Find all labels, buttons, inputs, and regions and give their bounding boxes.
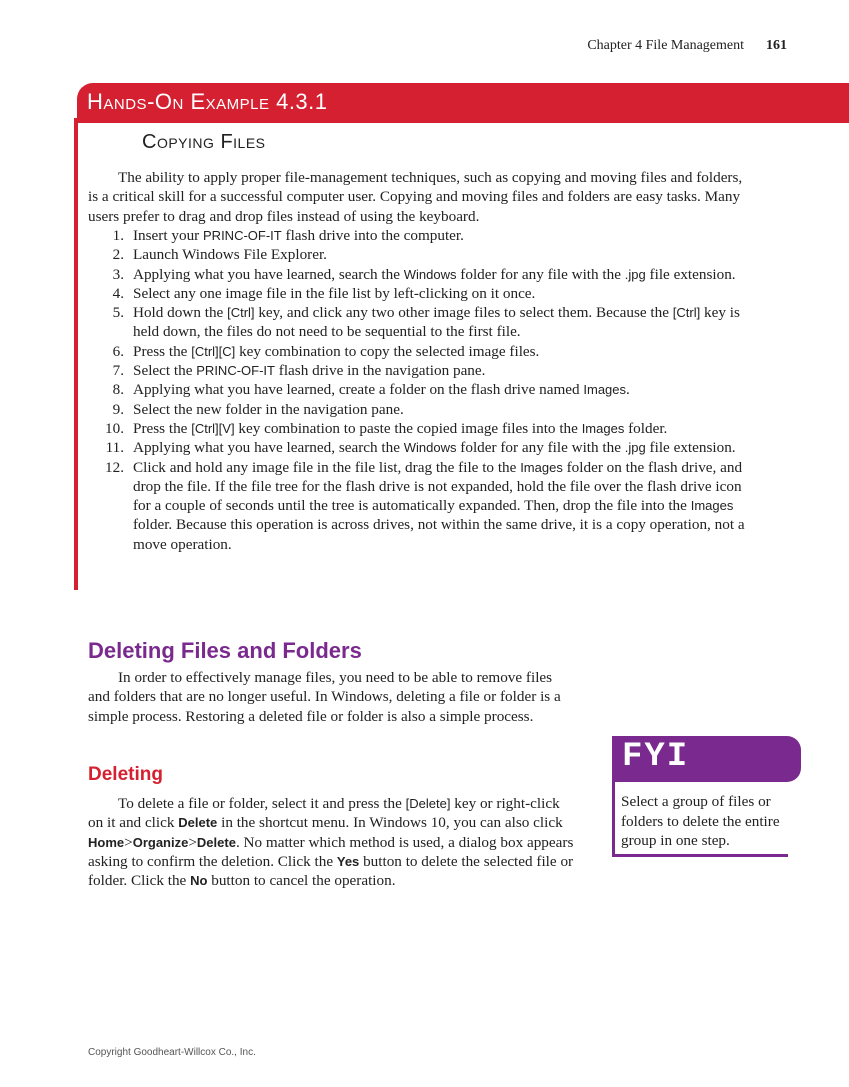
text-run: Click and hold any image file in the file list, drag the file to the	[133, 458, 521, 476]
text-run: Launch Windows File Explorer.	[133, 246, 327, 264]
text-run: Press the	[133, 419, 192, 437]
step-number: 9.	[112, 400, 124, 418]
step-item	[88, 380, 758, 399]
keyword: .jpg	[624, 266, 646, 282]
keyword: Yes	[336, 853, 360, 869]
text-run: file extension.	[645, 265, 736, 283]
step-item	[88, 458, 758, 554]
example-subtitle: Copying Files	[142, 131, 266, 153]
fyi-bottom-rule	[612, 854, 788, 857]
step-item	[88, 303, 758, 342]
keyword: Windows	[403, 440, 457, 456]
keyword: PRINC-OF-IT	[196, 363, 275, 379]
text-run: in the shortcut menu. In Windows 10, you can also click	[217, 814, 563, 832]
keyword: Images	[520, 459, 563, 475]
fyi-label: FYI	[622, 738, 690, 776]
keyword: No	[190, 873, 208, 889]
text-run: Applying what you have learned, search the	[133, 439, 404, 457]
keyword: Images	[583, 382, 627, 398]
text-run: >	[188, 833, 197, 851]
text-run: . No matter which method is used, a dialog box appears asking to confirm the deletion. Click the	[88, 833, 574, 870]
text-run: button to delete the selected file or folder. Click the	[88, 852, 574, 890]
section-paragraph: In order to effectively manage files, you need to be able to remove files and folders that are no longer useful. In Windows, deleting a file or folder is a simple process. Restoring a deleted file or folder is also a simple process.	[88, 669, 561, 725]
text-run: key combination to paste the copied image files into the	[234, 419, 582, 437]
text-run: folder.	[624, 419, 668, 437]
keyword: Organize	[132, 834, 189, 850]
step-number: 6.	[112, 342, 124, 360]
keyword: [Ctrl]	[227, 305, 255, 321]
text-run: Applying what you have learned, search the	[133, 265, 404, 283]
page-number: 161	[766, 38, 787, 53]
keyword: [Delete]	[405, 796, 451, 811]
chapter-title: Chapter 4 File Management	[587, 38, 744, 53]
fyi-box-header	[612, 736, 801, 782]
text-run: folder for any file with the	[456, 265, 625, 283]
keyword: Home	[88, 834, 125, 850]
step-number: 12.	[105, 458, 124, 476]
text-run: Press the	[133, 342, 192, 360]
keyword: .jpg	[624, 440, 646, 456]
steps-list	[88, 226, 758, 554]
subsection-heading: Deleting	[88, 764, 163, 785]
keyword: [Ctrl][C]	[191, 343, 236, 359]
text-run: Select any one image file in the file list by left-clicking on it once.	[133, 284, 536, 302]
step-item	[88, 245, 758, 264]
text-run: folder for any file with the	[456, 439, 625, 457]
running-head	[587, 38, 787, 54]
text-run: file extension.	[645, 439, 736, 457]
fyi-left-rule	[612, 780, 615, 856]
step-number: 5.	[112, 304, 124, 322]
step-item	[88, 342, 758, 361]
text-run: key combination to copy the selected image files.	[235, 342, 540, 360]
step-number: 4.	[112, 284, 124, 302]
text-run: .	[626, 381, 630, 399]
keyword: Images	[581, 420, 625, 436]
deleting-paragraph	[88, 794, 578, 890]
step-number: 2.	[112, 246, 124, 264]
step-number: 3.	[112, 265, 124, 283]
keyword: Windows	[403, 266, 457, 282]
keyword: [Ctrl]	[672, 305, 701, 321]
text-run: Select the	[133, 362, 197, 380]
step-item	[88, 284, 758, 303]
text-run: button to cancel the operation.	[207, 872, 396, 890]
step-item	[88, 265, 758, 284]
step-number: 7.	[112, 362, 124, 380]
step-item	[88, 226, 758, 245]
keyword: Delete	[178, 815, 218, 831]
text-run: flash drive in the navigation pane.	[274, 362, 486, 380]
step-item	[88, 361, 758, 380]
example-intro: The ability to apply proper file-management techniques, such as copying and moving files and folders, is a critical skill for a successful computer user. Copying and moving files and folders are easy tasks. Many users prefer to drag and drop files instead of using the keyboard.	[88, 169, 743, 225]
text-run: To delete a file or folder, select it and press the	[118, 795, 406, 812]
example-banner	[77, 83, 849, 123]
text-run: Insert your	[133, 227, 204, 244]
text-run: flash drive into the computer.	[281, 227, 464, 244]
step-item	[88, 438, 758, 457]
section-heading: Deleting Files and Folders	[88, 638, 362, 663]
text-run: folder. Because this operation is across drives, not within the same drive, it is a copy operation, not a move operation.	[133, 516, 745, 553]
text-run: key or right-click on it and click	[88, 795, 560, 832]
keyword: Images	[690, 498, 734, 514]
fyi-text: Select a group of files or folders to delete the entire group in one step.	[621, 793, 780, 849]
text-run: key is held down, the files do not need to be sequential to the first file.	[133, 304, 740, 341]
keyword: PRINC-OF-IT	[203, 228, 282, 243]
text-run: Applying what you have learned, create a folder on the flash drive named	[133, 381, 584, 399]
text-run: folder on the flash drive, and drop the file. If the file tree for the flash drive is not expanded, hold the file over the flash drive icon for a couple of seconds until the tree is automatically expanded. Then, drop the file into the	[133, 458, 743, 515]
keyword: Delete	[196, 834, 236, 850]
keyword: [Ctrl][V]	[191, 420, 235, 436]
text-run: Hold down the	[133, 304, 228, 322]
text-run: Select the new folder in the navigation pane.	[133, 400, 404, 418]
step-item	[88, 419, 758, 438]
step-number: 1.	[112, 227, 124, 244]
step-item	[88, 400, 758, 419]
text-run: key, and click any two other image files to select them. Because the	[254, 304, 673, 322]
step-number: 11.	[105, 439, 124, 457]
step-number: 10.	[105, 419, 124, 437]
copyright: Copyright Goodheart-Willcox Co., Inc.	[88, 1047, 256, 1058]
example-title: Hands-On Example 4.3.1	[87, 89, 328, 114]
example-left-rule	[74, 118, 78, 590]
text-run: >	[124, 833, 133, 851]
step-number: 8.	[112, 381, 124, 399]
